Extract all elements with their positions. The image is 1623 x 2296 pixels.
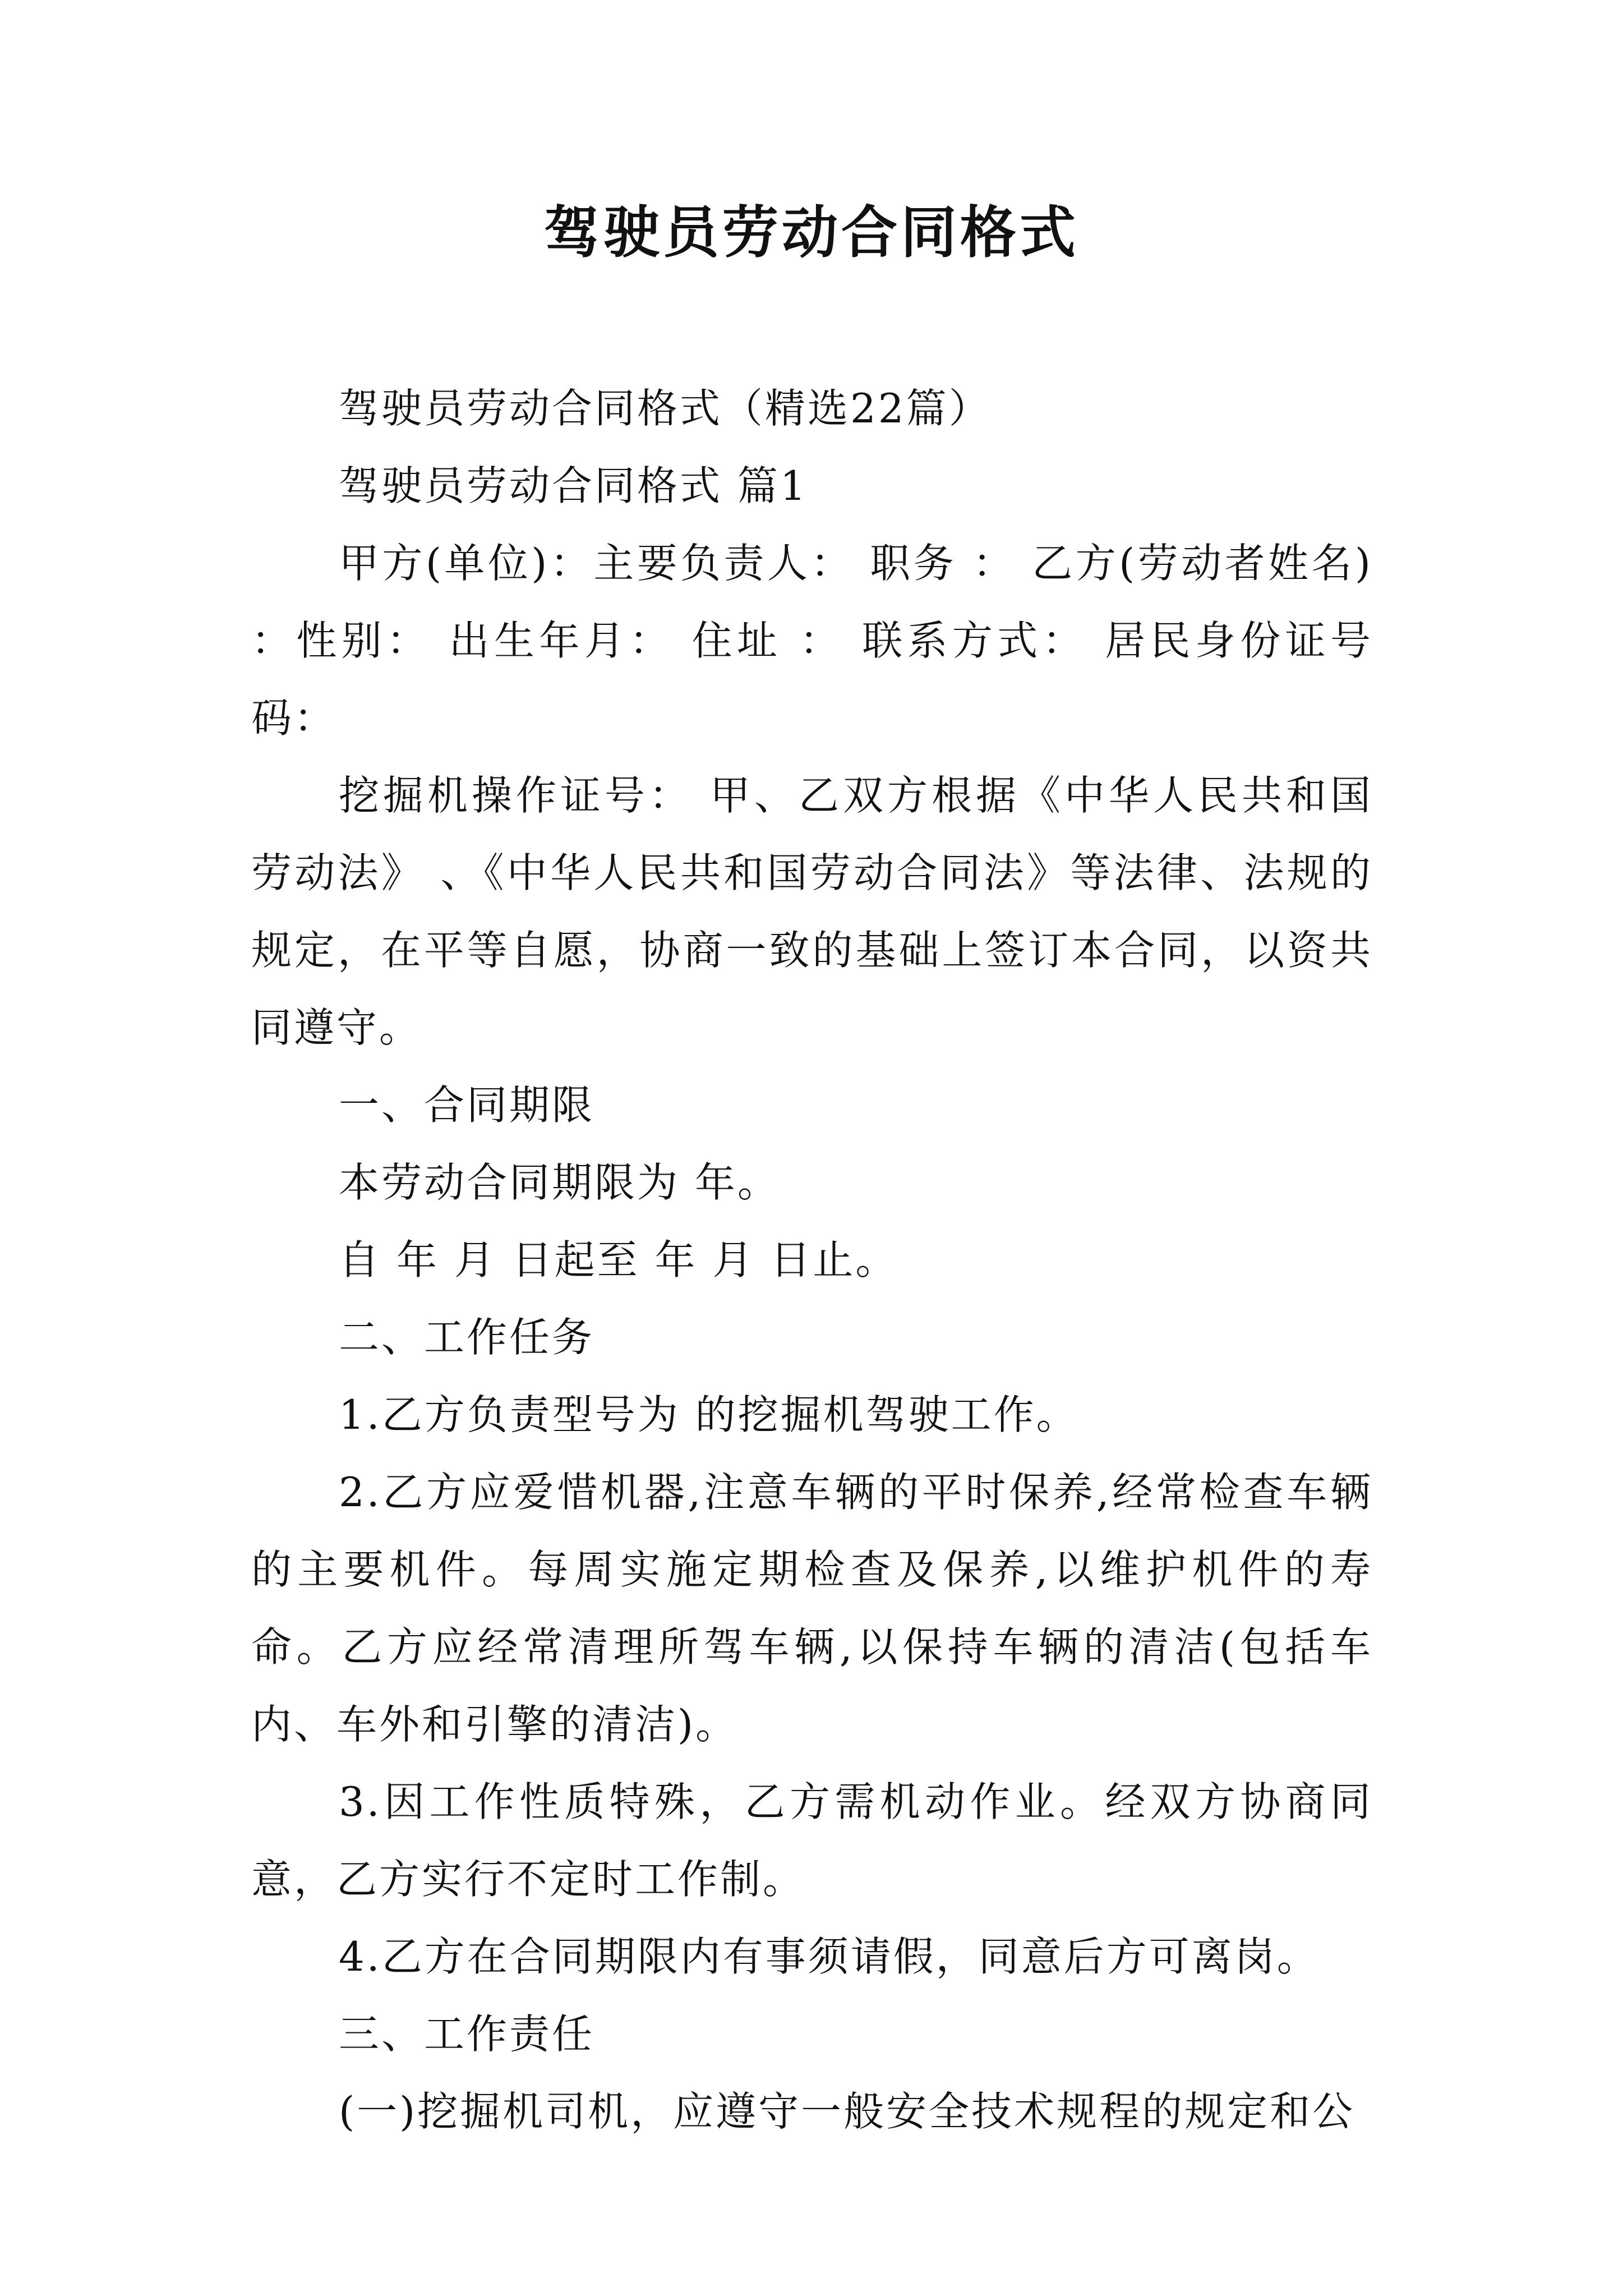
task-item-4: 4.乙方在合同期限内有事须请假，同意后方可离岗。 [339, 1933, 1320, 1980]
task-item-2: 2.乙方应爱惜机器,注意车辆的平时保养,经常检查车辆的主要机件。每周实施定期检查及保养,以维护机件的寿命。乙方应经常清理所驾车辆,以保持车辆的清洁(包括车内、车外和引擎的清洁)。 [251, 1469, 1373, 1748]
term-dates-paragraph: 自 年 月 日起至 年 月 日止。 [339, 1236, 898, 1283]
term-years-paragraph: 本劳动合同期限为 年。 [339, 1159, 780, 1206]
document-title: 驾驶员劳动合同格式 [544, 200, 1079, 265]
task-item-3: 3.因工作性质特殊，乙方需机动作业。经双方协商同意，乙方实行不定时工作制。 [251, 1778, 1373, 1903]
subtitle-paragraph: 驾驶员劳动合同格式（精选22篇） [339, 385, 992, 432]
section-heading-article-1: 驾驶员劳动合同格式 篇1 [339, 462, 808, 509]
heading-work-tasks: 二、工作任务 [339, 1314, 595, 1361]
parties-paragraph: 甲方(单位)：主要负责人： 职务 ： 乙方(劳动者姓名) ：性别： 出生年月： 住址 ： 联系方式： 居民身份证号码： [251, 540, 1373, 742]
document-body [251, 370, 1373, 2150]
heading-contract-term: 一、合同期限 [339, 1082, 595, 1129]
heading-work-responsibility: 三、工作责任 [339, 2010, 595, 2058]
preamble-paragraph: 挖掘机操作证号： 甲、乙双方根据《中华人民共和国劳动法》 、《中华人民共和国劳动合同法》等法律、法规的规定，在平等自愿，协商一致的基础上签订本合同，以资共同遵守。 [251, 772, 1373, 1051]
responsibility-item-1: (一)挖掘机司机，应遵守一般安全技术规程的规定和公 [339, 2088, 1355, 2135]
task-item-1: 1.乙方负责型号为 的挖掘机驾驶工作。 [339, 1391, 1079, 1438]
